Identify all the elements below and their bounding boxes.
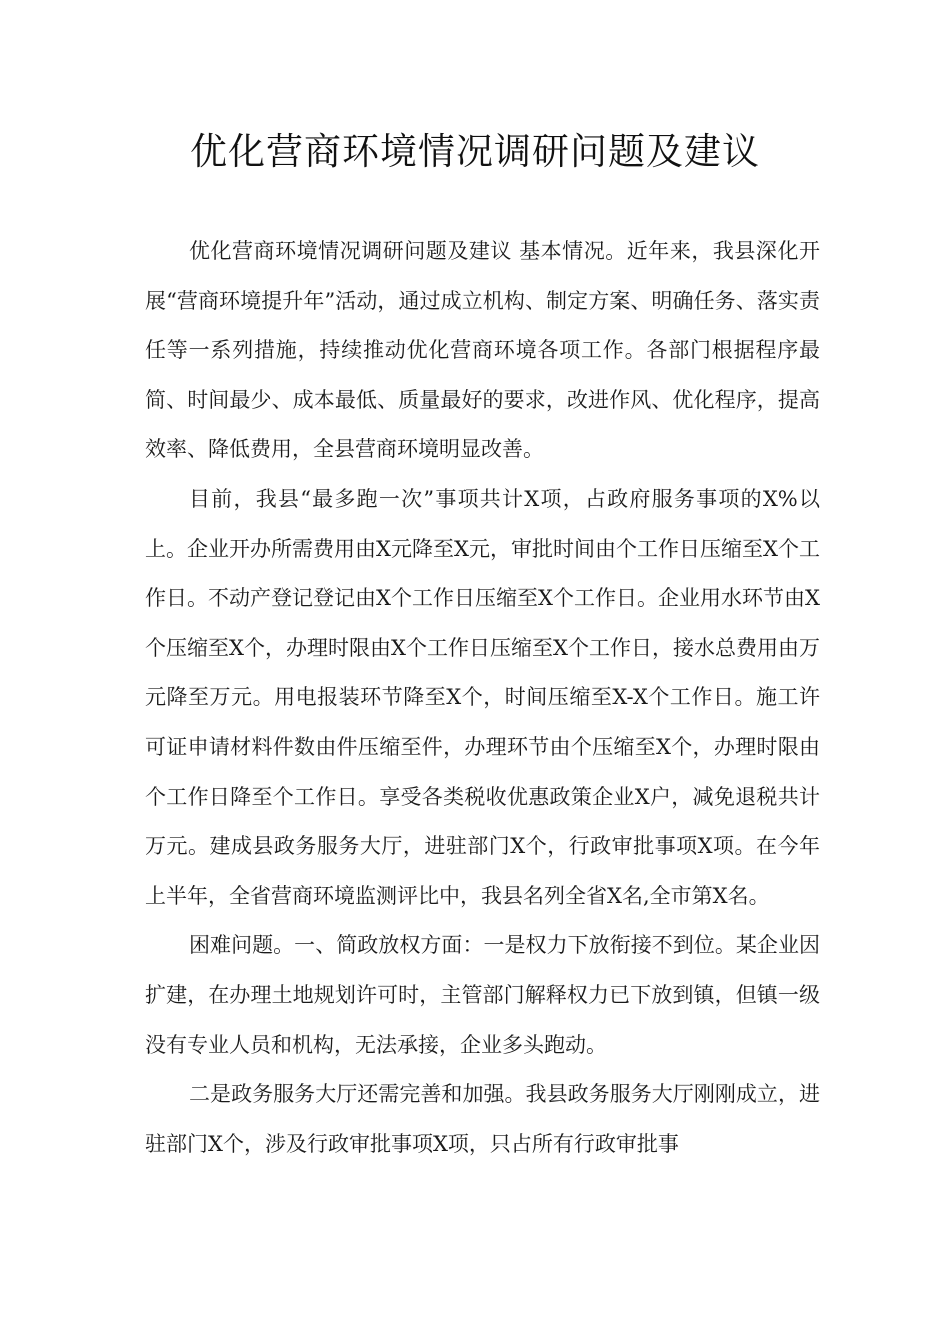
document-body	[145, 227, 820, 1169]
document-title: 优化营商环境情况调研问题及建议	[190, 130, 760, 173]
paragraph-service-hall: 二是政务服务大厅还需完善和加强。我县政务服务大厅刚刚成立，进驻部门X个，涉及行政审批事项X项，只占所有行政审批事	[145, 1082, 820, 1156]
paragraph-difficulties: 困难问题。一、简政放权方面：一是权力下放衔接不到位。某企业因扩建，在办理土地规划许可时，主管部门解释权力已下放到镇，但镇一级没有专业人员和机构，无法承接，企业多头跑动。	[145, 933, 820, 1057]
paragraph-basic-situation: 优化营商环境情况调研问题及建议 基本情况。近年来，我县深化开展“营商环境提升年”活动，通过成立机构、制定方案、明确任务、落实责任等一系列措施，持续推动优化营商环境各项工作。各部门根据程序最简、时间最少、成本最低、质量最好的要求，改进作风、优化程序，提高效率、降低费用，全县营商环境明显改善。	[145, 239, 820, 462]
paragraph-current-results: 目前，我县“最多跑一次”事项共计X项，占政府服务事项的X%以上。企业开办所需费用由X元降至X元，审批时间由个工作日压缩至X个工作日。不动产登记登记由X个工作日压缩至X个工作日。企业用水环节由X个压缩至X个，办理时限由X个工作日压缩至X个工作日，接水总费用由万元降至万元。用电报装环节降至X个，时间压缩至X-X个工作日。施工许可证申请材料件数由件压缩至件，办理环节由个压缩至X个，办理时限由个工作日降至个工作日。享受各类税收优惠政策企业X户，减免退税共计万元。建成县政务服务大厅，进驻部门X个，行政审批事项X项。在今年上半年，全省营商环境监测评比中，我县名列全省X名,全市第X名。	[145, 486, 820, 908]
